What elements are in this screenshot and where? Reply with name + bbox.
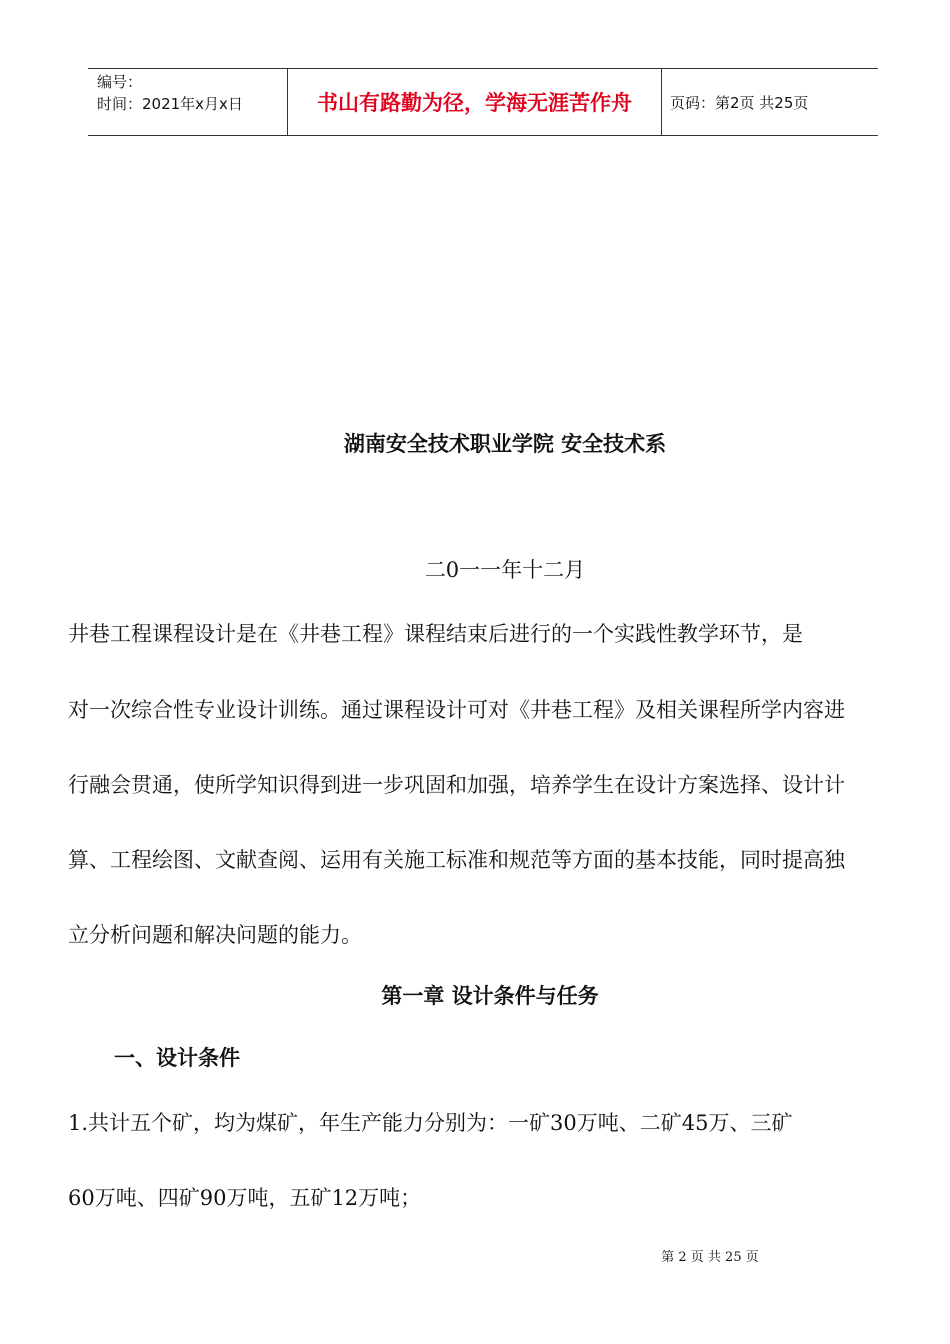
page-footer: 第 2 页 共 25 页 xyxy=(661,1250,759,1265)
header-meta-cell xyxy=(88,69,288,135)
intro-line: 行融会贯通，使所学知识得到进一步巩固和加强，培养学生在设计方案选择、设计计 xyxy=(68,773,845,797)
item-line: 60万吨、四矿90万吨，五矿12万吨； xyxy=(68,1186,422,1210)
intro-line: 井巷工程课程设计是在《井巷工程》课程结束后进行的一个实践性教学环节，是 xyxy=(68,622,803,646)
org-title: 湖南安全技术职业学院 安全技术系 xyxy=(343,432,667,456)
date-line: 二0一一年十二月 xyxy=(424,558,586,582)
intro-line: 对一次综合性专业设计训练。通过课程设计可对《井巷工程》及相关课程所学内容进 xyxy=(68,698,845,722)
header-motto-cell xyxy=(288,69,662,135)
item-line: 1.共计五个矿，均为煤矿，年生产能力分别为：一矿30万吨、二矿45万、三矿 xyxy=(68,1111,793,1135)
time-label: 时间：2021年x月x日 xyxy=(97,95,243,113)
intro-line: 算、工程绘图、文献查阅、运用有关施工标准和规范等方面的基本技能，同时提高独 xyxy=(68,848,845,872)
motto-text: 书山有路勤为径，学海无涯苦作舟 xyxy=(317,91,632,115)
number-label: 编号： xyxy=(97,73,143,91)
header-page-cell xyxy=(662,69,878,135)
section-title: 一、设计条件 xyxy=(114,1046,240,1070)
intro-line: 立分析问题和解决问题的能力。 xyxy=(68,923,362,947)
page-label: 页码：第2页 共25页 xyxy=(670,93,809,112)
chapter-title: 第一章 设计条件与任务 xyxy=(381,984,599,1008)
header-table xyxy=(88,68,878,136)
